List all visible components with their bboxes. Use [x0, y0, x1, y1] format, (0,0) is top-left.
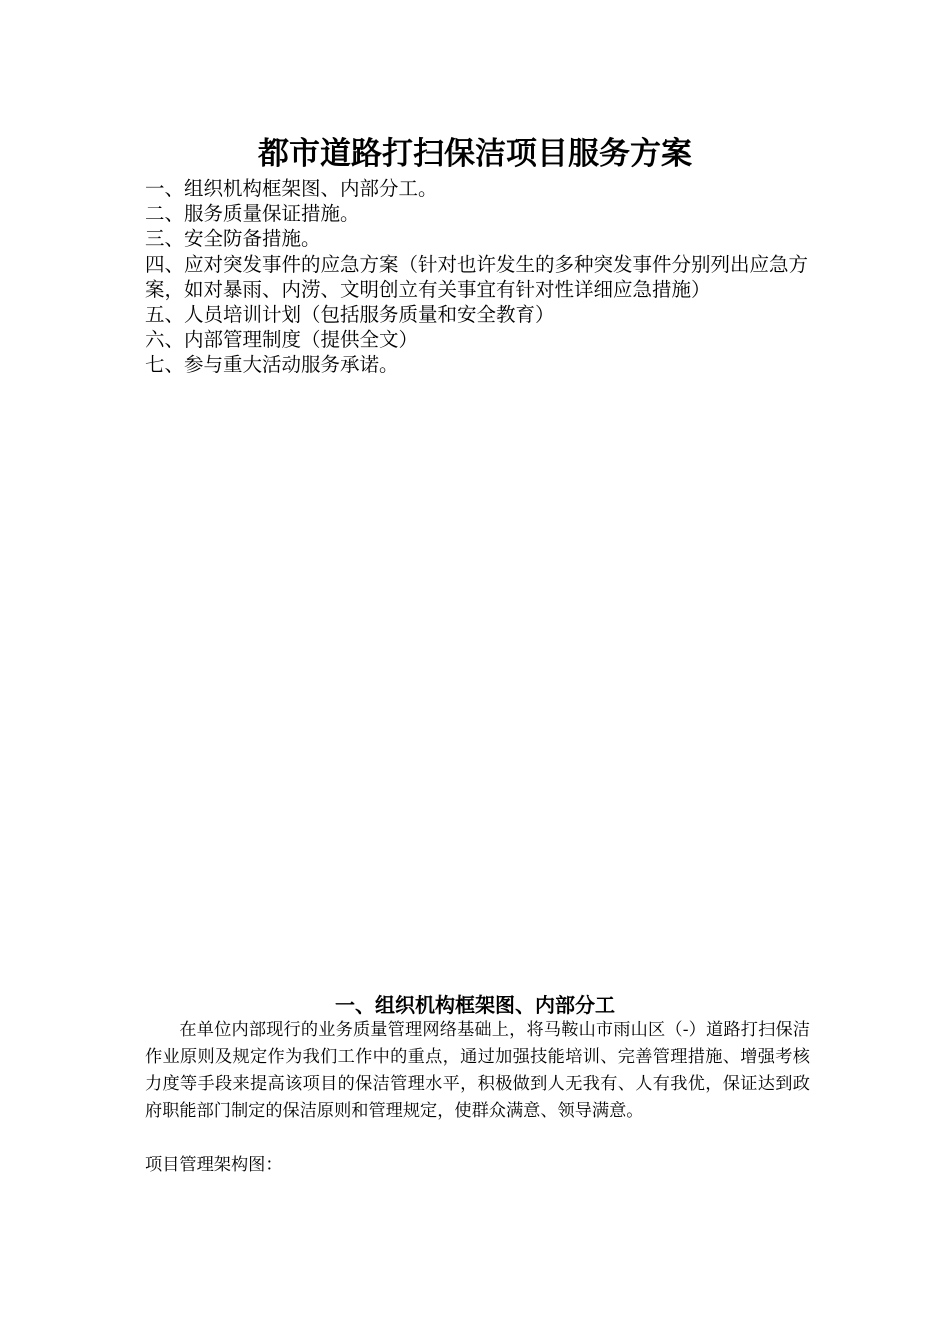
body-paragraph: 在单位内部现行的业务质量管理网络基础上，将马鞍山市雨山区（-）道路打扫保洁作业原则及规定作为我们工作中的重点，通过加强技能培训、完善管理措施、增强考核力度等手段来提高该项目的保洁管理水平，积极做到人无我有、人有我优，保证达到政府职能部门制定的保洁原则和管理规定，使群众满意、领导满意。: [145, 1020, 810, 1121]
document-title: 都市道路打扫保洁项目服务方案: [258, 136, 692, 172]
toc-item: 一、组织机构框架图、内部分工。: [145, 177, 438, 200]
toc-item: 七、参与重大活动服务承诺。: [145, 353, 399, 377]
toc-item: 二、服务质量保证措施。: [145, 202, 360, 226]
section-heading: 一、组织机构框架图、内部分工: [335, 993, 615, 1017]
toc-item: 六、内部管理制度（提供全文）: [145, 328, 419, 352]
diagram-caption: 项目管理架构图：: [145, 1155, 283, 1175]
toc-item: 五、人员培训计划（包括服务质量和安全教育）: [145, 303, 555, 327]
table-of-contents: [145, 176, 810, 378]
toc-item: 三、安全防备措施。: [145, 227, 321, 251]
toc-item: 四、应对突发事件的应急方案（针对也许发生的多种突发事件分别列出应急方案，如对暴雨、内涝、文明创立有关事宜有针对性详细应急措施）: [145, 252, 809, 301]
